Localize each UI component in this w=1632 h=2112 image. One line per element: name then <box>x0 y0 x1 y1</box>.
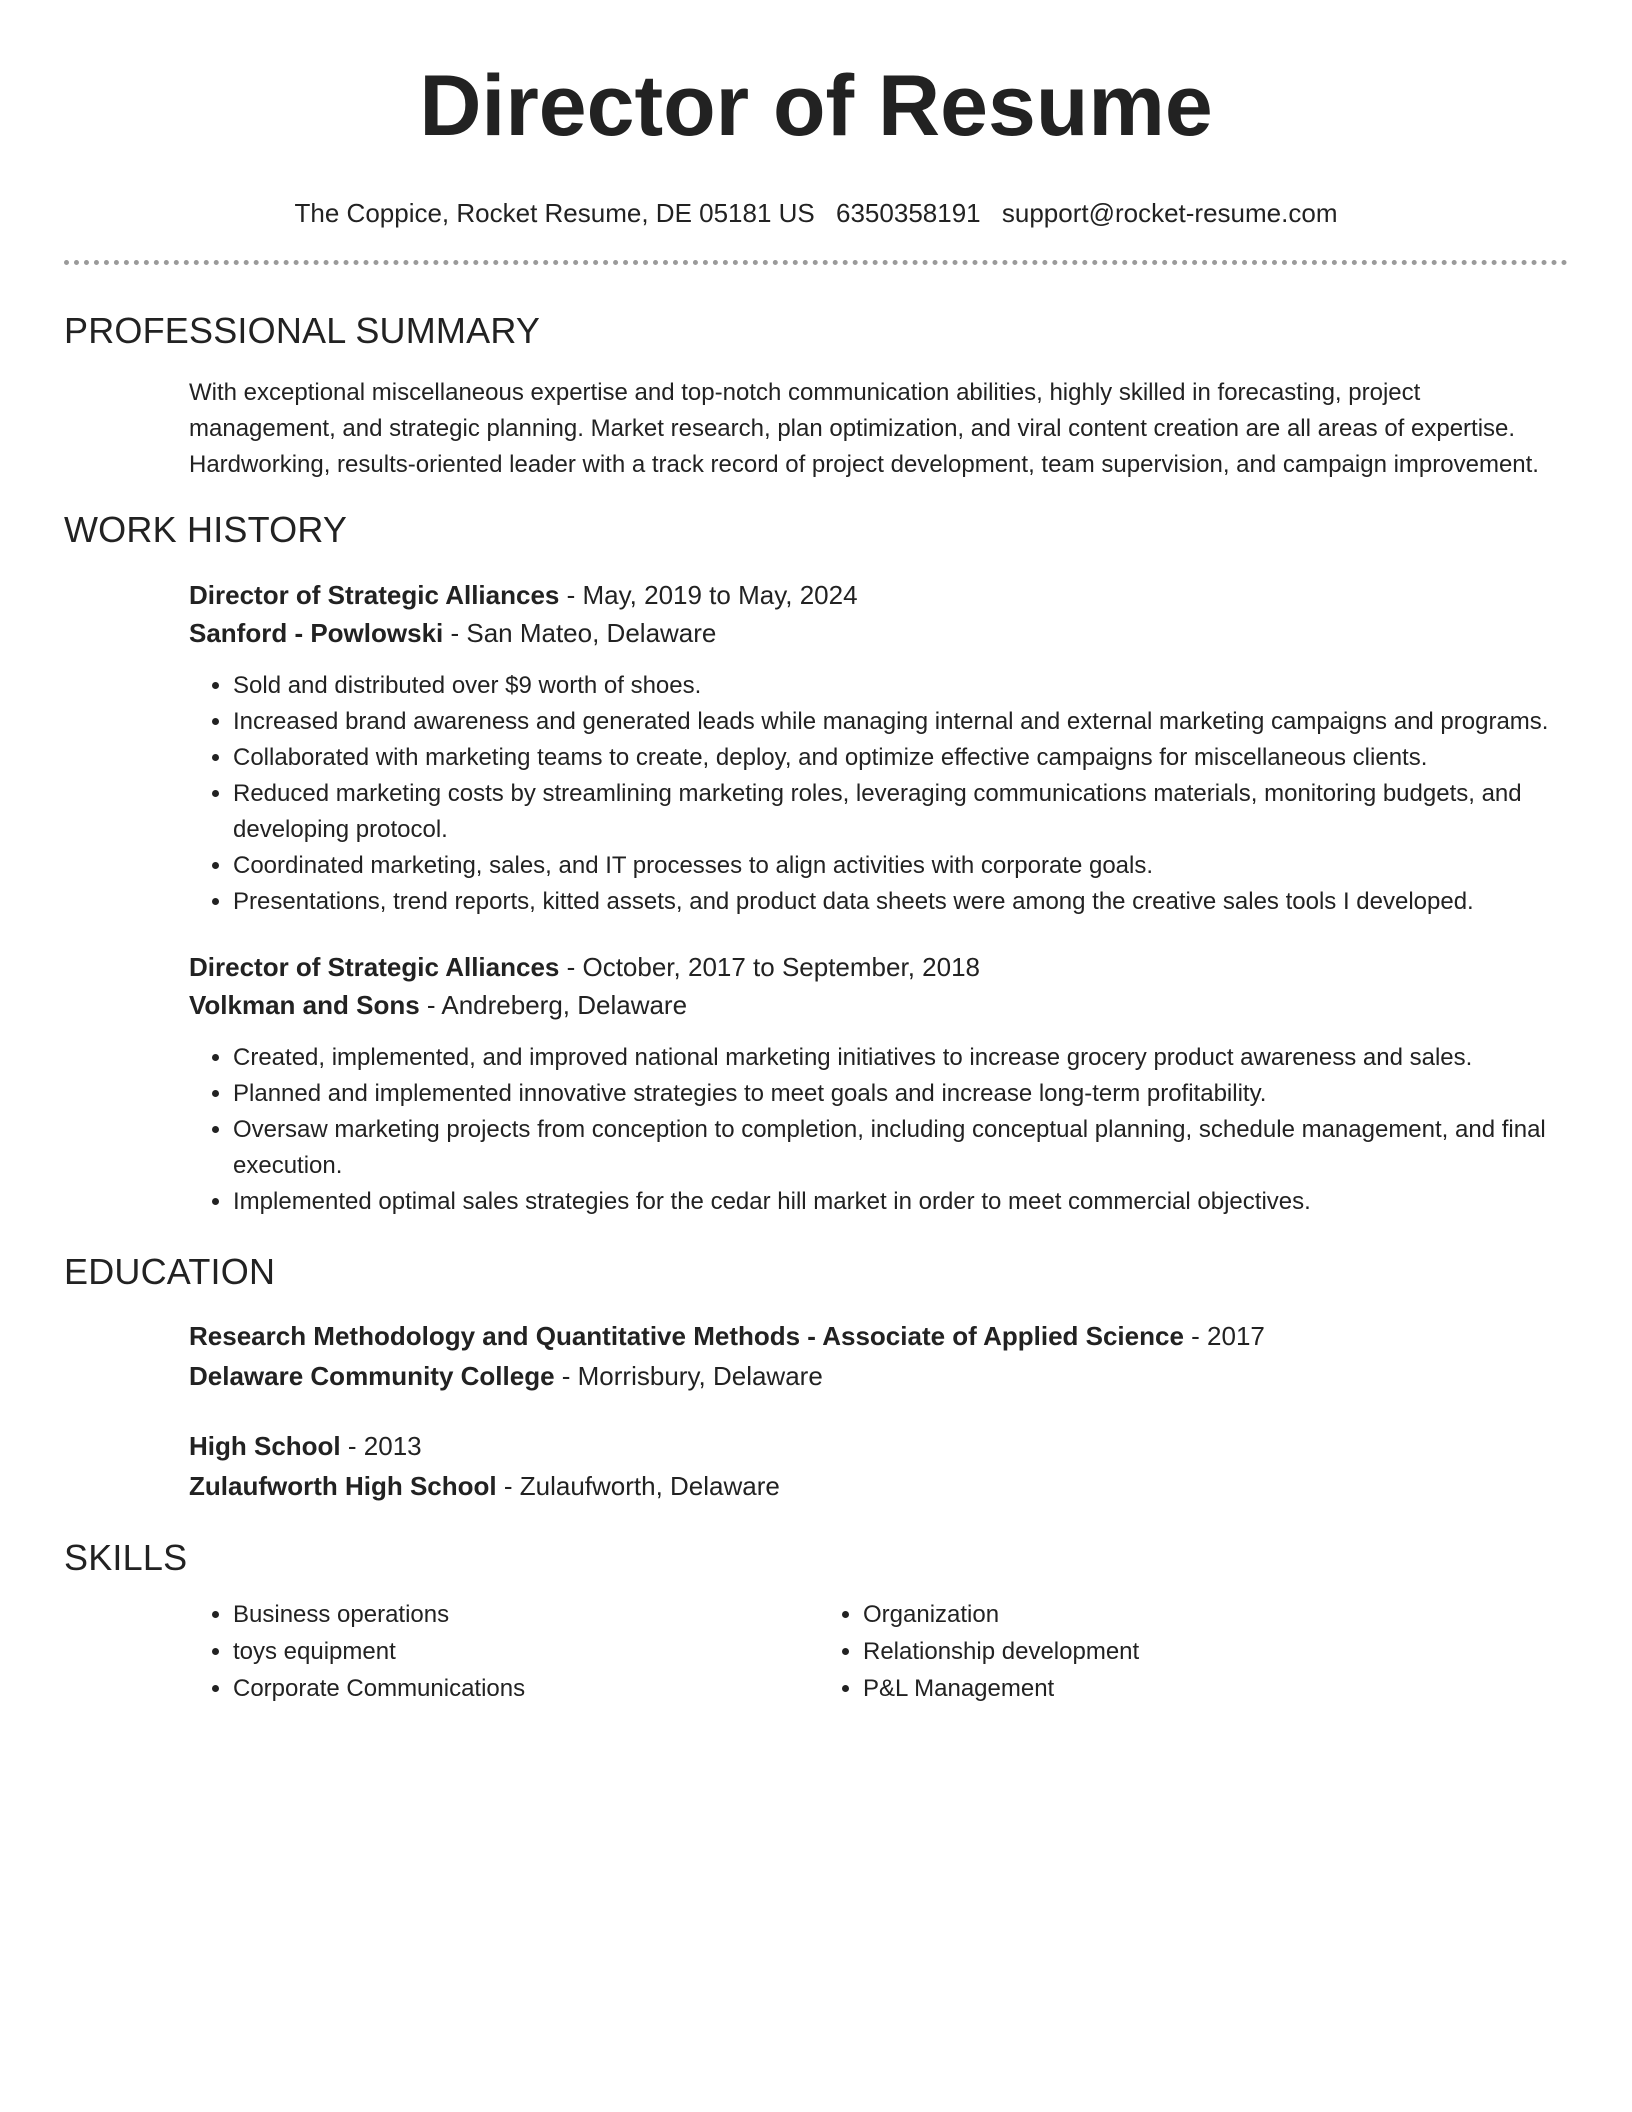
job-role: Director of Strategic Alliances <box>189 952 560 982</box>
job-bullets <box>189 668 1568 920</box>
job-title-line <box>189 576 1568 614</box>
summary-heading: PROFESSIONAL SUMMARY <box>64 310 541 351</box>
education-degree: Research Methodology and Quantitative Methods - Associate of Applied Science <box>189 1321 1184 1351</box>
work-history-heading: WORK HISTORY <box>64 509 348 550</box>
education-heading: EDUCATION <box>64 1251 276 1292</box>
job-company: Sanford - Powlowski <box>189 618 444 648</box>
education-degree-line <box>189 1426 1568 1466</box>
list-item: • Created, implemented, and improved national marketing initiatives to increase grocery product awareness and sales. <box>233 1040 1568 1076</box>
education-year: - 2013 <box>340 1431 422 1461</box>
list-item: • Increased brand awareness and generated leads while managing internal and external marketing campaigns and programs. <box>233 704 1568 740</box>
summary-text: With exceptional miscellaneous expertise and top-notch communication abilities, highly skilled in forecasting, project management, and strategic planning. Market research, plan optimization, and viral content creation are all areas of expertise. Hardworking, results-oriented leader with a track record of project development, team supervision, and campaign improvement. <box>189 379 1539 478</box>
list-item: • Implemented optimal sales strategies for the cedar hill market in order to meet commercial objectives. <box>233 1184 1568 1220</box>
job-title-line <box>189 948 1568 986</box>
education-location: - Morrisbury, Delaware <box>554 1361 823 1391</box>
education-section <box>64 1316 1568 1506</box>
job-location: - San Mateo, Delaware <box>443 618 717 648</box>
education-school-line <box>189 1356 1568 1396</box>
education-degree: High School <box>189 1431 341 1461</box>
list-item: • Oversaw marketing projects from conception to completion, including conceptual planning, schedule management, and final execution. <box>233 1112 1568 1184</box>
job-location: - Andreberg, Delaware <box>419 990 688 1020</box>
education-entry <box>189 1316 1568 1396</box>
skills-section <box>64 1596 1568 1707</box>
contact-email: support@rocket-resume.com <box>1001 198 1338 228</box>
list-item: • Planned and implemented innovative strategies to meet goals and increase long-term profitability. <box>233 1076 1568 1112</box>
job-entry <box>189 576 1568 920</box>
skills-column-right <box>819 1596 1449 1707</box>
summary-section <box>64 375 1568 483</box>
header-divider <box>64 260 1568 265</box>
contact-address: The Coppice, Rocket Resume, DE 05181 US <box>294 198 815 228</box>
skills-grid <box>189 1596 1568 1707</box>
skill-item: • Corporate Communications <box>233 1670 819 1707</box>
contact-line <box>64 196 1568 230</box>
list-item: • Collaborated with marketing teams to create, deploy, and optimize effective campaigns for miscellaneous clients. <box>233 740 1568 776</box>
resume-name: Director of Resume <box>419 58 1213 154</box>
skills-column-left <box>189 1596 819 1707</box>
education-school: Delaware Community College <box>189 1361 555 1391</box>
skill-item: • P&L Management <box>863 1670 1449 1707</box>
job-dates: - October, 2017 to September, 2018 <box>559 952 980 982</box>
list-item: • Presentations, trend reports, kitted assets, and product data sheets were among the creative sales tools I developed. <box>233 884 1568 920</box>
education-school: Zulaufworth High School <box>189 1471 497 1501</box>
work-history-section <box>64 576 1568 1220</box>
skill-item: • Relationship development <box>863 1633 1449 1670</box>
job-dates: - May, 2019 to May, 2024 <box>559 580 858 610</box>
job-bullets <box>189 1040 1568 1220</box>
education-entry <box>189 1426 1568 1506</box>
job-company-line <box>189 986 1568 1024</box>
education-degree-line <box>189 1316 1568 1356</box>
education-school-line <box>189 1466 1568 1506</box>
job-company: Volkman and Sons <box>189 990 420 1020</box>
job-entry <box>189 948 1568 1220</box>
contact-phone: 6350358191 <box>836 198 981 228</box>
list-item: • Coordinated marketing, sales, and IT processes to align activities with corporate goals. <box>233 848 1568 884</box>
job-company-line <box>189 614 1568 652</box>
skills-heading: SKILLS <box>64 1537 188 1578</box>
skill-item: • Organization <box>863 1596 1449 1633</box>
job-role: Director of Strategic Alliances <box>189 580 560 610</box>
skill-item: • toys equipment <box>233 1633 819 1670</box>
list-item: • Sold and distributed over $9 worth of shoes. <box>233 668 1568 704</box>
education-year: - 2017 <box>1183 1321 1265 1351</box>
skill-item: • Business operations <box>233 1596 819 1633</box>
list-item: • Reduced marketing costs by streamlining marketing roles, leveraging communications materials, monitoring budgets, and developing protocol. <box>233 776 1568 848</box>
education-location: - Zulaufworth, Delaware <box>496 1471 780 1501</box>
